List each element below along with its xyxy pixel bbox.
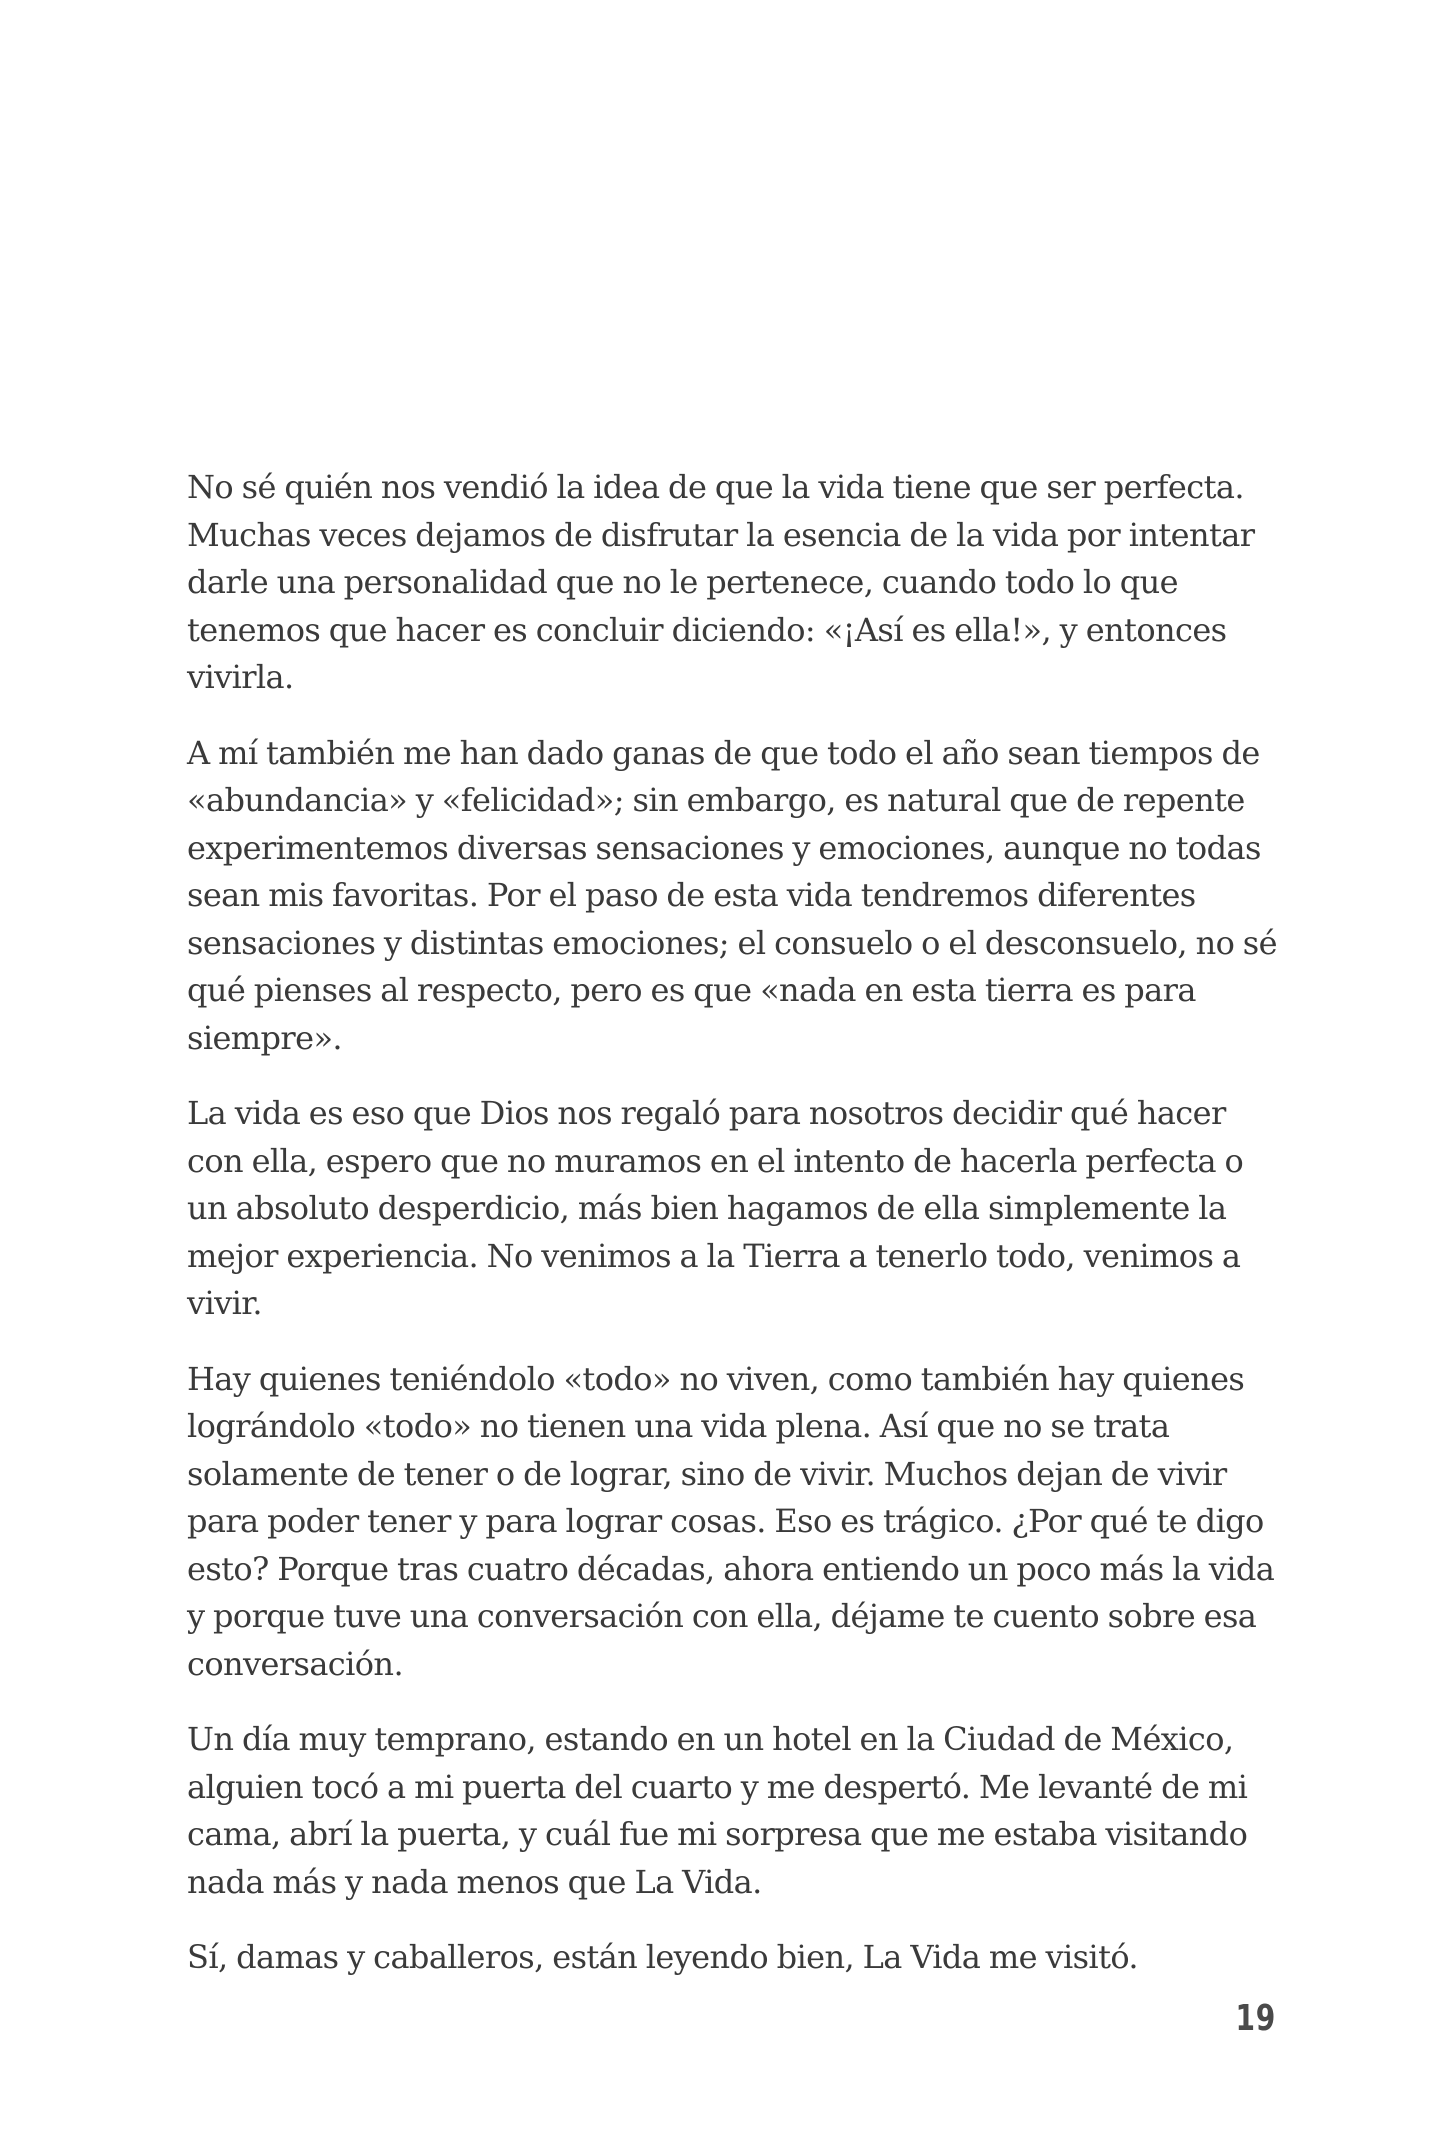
paragraph-4: Hay quienes teniéndolo «todo» no viven, como también hay quienes lográndolo «todo» no tienen una vida plena. Así que no se trata solamente de tener o de lograr, sino de vivir. Muchos dejan de vivir para poder tener y para lograr cosas. Eso es trágico. ¿Por qué te digo esto? Porque tras cuatro décadas, ahora entiendo un poco más la vida y porque tuve una conversación con ella, déjame te cuento sobre esa conversación. [187,1359,1275,1683]
paragraph-1: No sé quién nos vendió la idea de que la vida tiene que ser perfecta. Muchas veces dejamos de disfrutar la esencia de la vida por intentar darle una personalidad que no le pertenece, cuando todo lo que tenemos que hacer es concluir diciendo: «¡Así es ella!», y entonces vivirla. [187,468,1255,696]
page-number: 19 [1235,1998,1276,2039]
body-text [187,464,1277,2010]
paragraph-2: A mí también me han dado ganas de que todo el año sean tiempos de «abundancia» y «felicidad»; sin embargo, es natural que de repente experimentemos diversas sensaciones y emociones, aunque no todas sean mis favoritas. Por el paso de esta vida tendremos diferentes sensaciones y distintas emociones; el consuelo o el desconsuelo, no sé qué pienses al respecto, pero es que «nada en esta tierra es para siempre». [187,733,1277,1057]
paragraph-3: La vida es eso que Dios nos regaló para nosotros decidir qué hacer con ella, espero que no muramos en el intento de hacerla perfecta o un absoluto desperdicio, más bien hagamos de ella simplemente la mejor experiencia. No venimos a la Tierra a tenerlo todo, venimos a vivir. [187,1094,1244,1322]
paragraph-5: Un día muy temprano, estando en un hotel en la Ciudad de México, alguien tocó a mi puerta del cuarto y me despertó. Me levanté de mi cama, abrí la puerta, y cuál fue mi sorpresa que me estaba visitando nada más y nada menos que La Vida. [187,1720,1248,1901]
paragraph-6: Sí, damas y caballeros, están leyendo bien, La Vida me visitó. [187,1938,1139,1976]
